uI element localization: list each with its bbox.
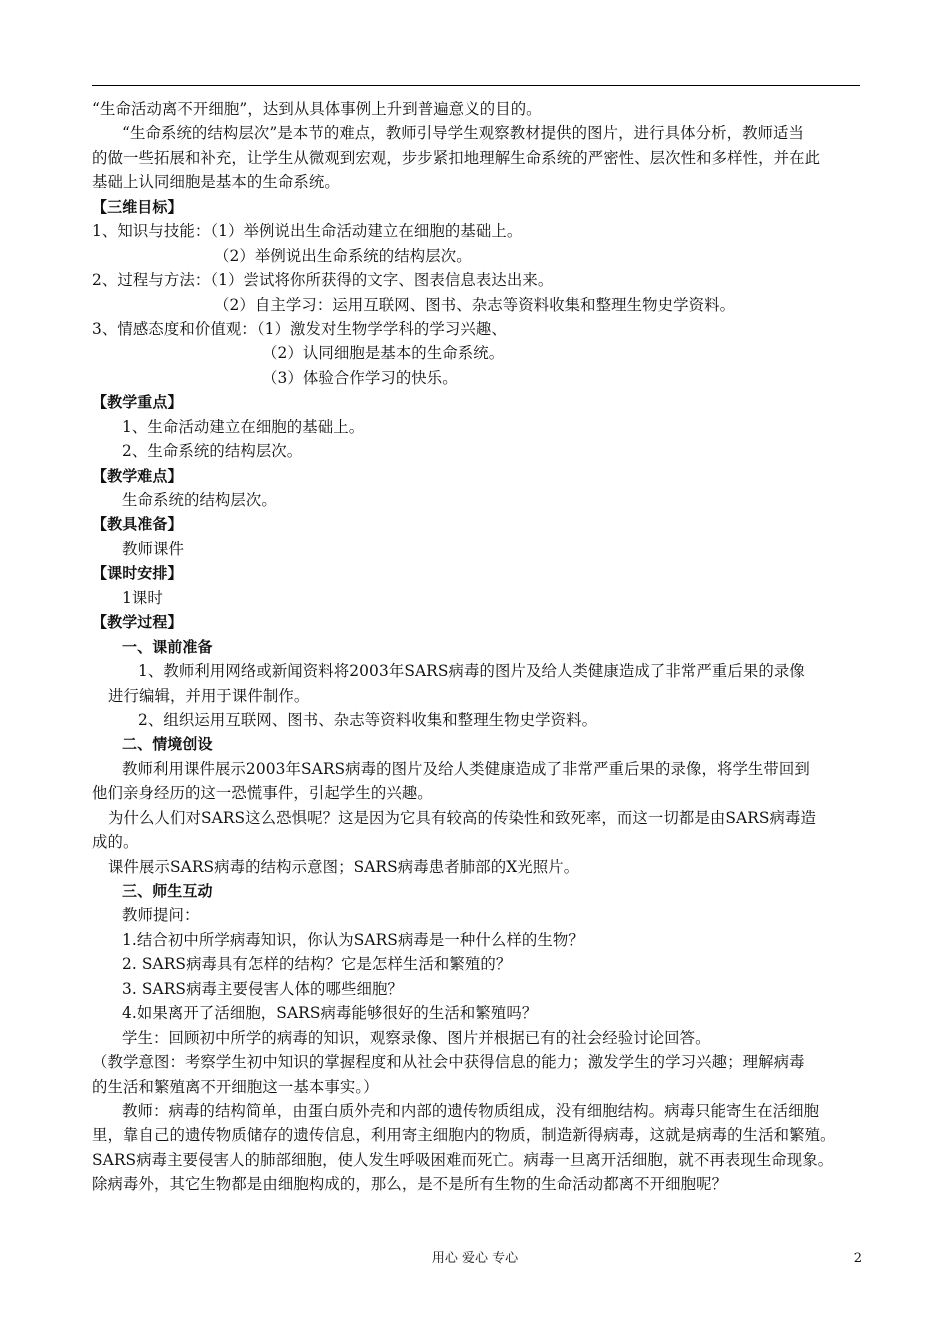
section-heading: 【教学难点】: [92, 466, 183, 485]
text-line: 教师利用课件展示2003年SARS病毒的图片及给人类健康造成了非常严重后果的录像，将学生带回到: [122, 759, 810, 778]
footer-slogan: 用心 爱心 专心: [431, 1251, 519, 1266]
text-line: （3）体验合作学习的快乐。: [262, 368, 458, 387]
text-line: 2、生命系统的结构层次。: [122, 442, 303, 461]
text-line: 3. SARS病毒主要侵害人体的哪些细胞？: [122, 979, 403, 998]
text-line: 他们亲身经历的这一恐慌事件，引起学生的兴趣。: [92, 784, 433, 803]
text-line: 2. SARS病毒具有怎样的结构？它是怎样生活和繁殖的？: [122, 955, 512, 974]
text-line: 2、组织运用互联网、图书、杂志等资料收集和整理生物史学资料。: [138, 710, 598, 729]
text-line: 教师：病毒的结构简单，由蛋白质外壳和内部的遗传物质组成，没有细胞结构。病毒只能寄生在活细胞: [122, 1101, 820, 1120]
text-line: 1课时: [122, 588, 163, 607]
document-body: [92, 97, 860, 1197]
text-line: 的生活和繁殖离不开细胞这一基本事实。）: [92, 1077, 379, 1096]
text-line: （教学意图：考察学生初中知识的掌握程度和从社会中获得信息的能力；激发学生的学习兴趣；理解病毒: [92, 1053, 805, 1072]
text-line: （2）认同细胞是基本的生命系统。: [262, 344, 505, 363]
text-line: “生命活动离不开细胞”，达到从具体事例上升到普遍意义的目的。: [92, 100, 542, 118]
text-line: 成的。: [92, 833, 139, 852]
text-line: 教师提问：: [122, 906, 200, 925]
text-line: 基础上认同细胞是基本的生命系统。: [92, 173, 340, 192]
text-line: “生命系统的结构层次”是本节的难点，教师引导学生观察教材提供的图片，进行具体分析，教师适当: [122, 124, 805, 143]
text-line: 进行编辑，并用于课件制作。: [108, 686, 310, 705]
text-line: 2、过程与方法：（1）尝试将你所获得的文字、图表信息表达出来。: [92, 271, 554, 290]
section-heading: 三、师生互动: [122, 882, 213, 900]
text-line: 除病毒外，其它生物都是由细胞构成的，那么，是不是所有生物的生命活动都离不开细胞呢？: [92, 1175, 728, 1194]
text-line: （2）举例说出生命系统的结构层次。: [214, 246, 472, 265]
text-line: 为什么人们对SARS这么恐惧呢？这是因为它具有较高的传染性和致死率，而这一切都是由SARS病毒造: [108, 808, 817, 827]
section-heading: 一、课前准备: [122, 637, 213, 656]
text-line: SARS病毒主要侵害人的肺部细胞，使人发生呼吸困难而死亡。病毒一旦离开活细胞，就不再表现生命现象。: [92, 1150, 834, 1169]
text-line: 4.如果离开了活细胞，SARS病毒能够很好的生活和繁殖吗？: [122, 1004, 538, 1023]
page-number: 2: [853, 1251, 862, 1266]
text-line: 1、知识与技能：（1）举例说出生命活动建立在细胞的基础上。: [92, 222, 523, 241]
text-line: （2）自主学习：运用互联网、图书、杂志等资料收集和整理生物史学资料。: [214, 295, 736, 314]
text-line: 的做一些拓展和补充，让学生从微观到宏观，步步紧扣地理解生命系统的严密性、层次性和多样性，并在此: [92, 148, 821, 167]
page-footer: [0, 1248, 950, 1270]
section-heading: 【教具准备】: [92, 515, 183, 534]
text-line: 生命系统的结构层次。: [122, 491, 277, 509]
text-line: 课件展示SARS病毒的结构示意图；SARS病毒患者肺部的X光照片。: [108, 857, 580, 876]
text-line: 教师课件: [122, 539, 184, 558]
text-line: 1、生命活动建立在细胞的基础上。: [122, 417, 365, 436]
section-heading: 二、情境创设: [122, 735, 213, 754]
section-heading: 【教学重点】: [92, 393, 183, 412]
section-heading: 【课时安排】: [92, 564, 183, 583]
header-rule: [92, 85, 860, 86]
section-heading: 【教学过程】: [92, 613, 183, 632]
text-line: 1、教师利用网络或新闻资料将2003年SARS病毒的图片及给人类健康造成了非常严重后果的录像: [138, 662, 805, 681]
text-line: 学生：回顾初中所学的病毒的知识，观察录像、图片并根据已有的社会经验讨论回答。: [122, 1028, 711, 1047]
text-line: 3、情感态度和价值观：（1）激发对生物学学科的学习兴趣、: [92, 319, 507, 338]
section-heading: 【三维目标】: [92, 197, 183, 216]
text-line: 1.结合初中所学病毒知识，你认为SARS病毒是一种什么样的生物？: [122, 930, 584, 949]
text-line: 里，靠自己的遗传物质储存的遗传信息，利用寄主细胞内的物质，制造新得病毒，这就是病毒的生活和繁殖。: [92, 1126, 836, 1145]
